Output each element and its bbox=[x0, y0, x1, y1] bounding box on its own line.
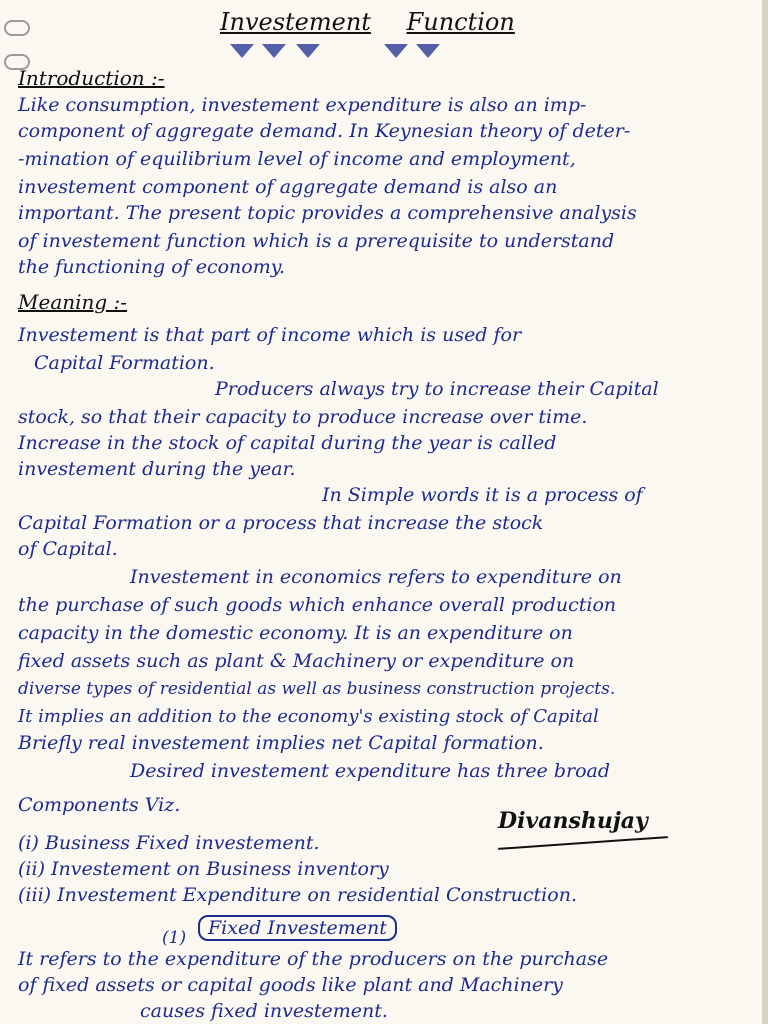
meaning-heading: Meaning :- bbox=[18, 290, 128, 314]
meaning-line: the purchase of such goods which enhance overall production bbox=[18, 594, 617, 616]
intro-line: -mination of equilibrium level of income and employment, bbox=[18, 148, 576, 170]
signature: Divanshujay bbox=[498, 808, 648, 834]
section-number: (1) bbox=[162, 928, 187, 948]
meaning-line: Increase in the stock of capital during the year is called bbox=[18, 432, 557, 454]
meaning-line: diverse types of residential as well as business construction projects. bbox=[18, 679, 616, 699]
fixed-line: of fixed assets or capital goods like plant and Machinery bbox=[18, 974, 563, 996]
decorative-triangle-icon bbox=[384, 44, 408, 58]
component-item: (ii) Investement on Business inventory bbox=[18, 858, 389, 880]
meaning-line: Capital Formation. bbox=[34, 352, 215, 374]
intro-heading: Introduction :- bbox=[18, 66, 165, 90]
meaning-line: Components Viz. bbox=[18, 794, 181, 816]
meaning-line: investement during the year. bbox=[18, 458, 296, 480]
meaning-line: stock, so that their capacity to produce increase over time. bbox=[18, 406, 588, 428]
title-word: Investement bbox=[220, 8, 371, 36]
decorative-triangle-icon bbox=[262, 44, 286, 58]
page-title bbox=[220, 8, 543, 36]
decorative-triangle-icon bbox=[296, 44, 320, 58]
meaning-line: of Capital. bbox=[18, 538, 118, 560]
intro-line: the functioning of economy. bbox=[18, 256, 285, 278]
meaning-line: Investement is that part of income which is used for bbox=[18, 324, 522, 346]
meaning-line: Capital Formation or a process that increase the stock bbox=[18, 512, 544, 534]
intro-line: component of aggregate demand. In Keynesian theory of deter- bbox=[18, 120, 631, 142]
decorative-triangle-icon bbox=[416, 44, 440, 58]
meaning-line: Desired investement expenditure has three broad bbox=[130, 760, 611, 782]
meaning-line: capacity in the domestic economy. It is an expenditure on bbox=[18, 622, 573, 644]
meaning-line: In Simple words it is a process of bbox=[322, 484, 643, 506]
meaning-line: Briefly real investement implies net Capital formation. bbox=[18, 732, 544, 754]
component-item: (iii) Investement Expenditure on residential Construction. bbox=[18, 884, 577, 906]
fixed-line: It refers to the expenditure of the producers on the purchase bbox=[18, 948, 609, 970]
component-item: (i) Business Fixed investement. bbox=[18, 832, 320, 854]
meaning-line: fixed assets such as plant & Machinery or expenditure on bbox=[18, 650, 575, 672]
title-word: Function bbox=[406, 8, 515, 36]
fixed-line: causes fixed investement. bbox=[140, 1000, 388, 1022]
binder-ring-icon bbox=[4, 20, 30, 36]
meaning-line: It implies an addition to the economy's existing stock of Capital bbox=[18, 706, 599, 727]
intro-line: Like consumption, investement expenditure is also an imp- bbox=[18, 94, 587, 116]
meaning-line: Producers always try to increase their Capital bbox=[215, 378, 659, 400]
meaning-line: Investement in economics refers to expenditure on bbox=[130, 566, 622, 588]
section-title: Fixed Investement bbox=[198, 915, 397, 941]
signature-underline bbox=[498, 836, 668, 850]
decorative-triangle-icon bbox=[230, 44, 254, 58]
intro-line: of investement function which is a prerequisite to understand bbox=[18, 230, 615, 252]
intro-line: investement component of aggregate demand is also an bbox=[18, 176, 558, 198]
intro-line: important. The present topic provides a comprehensive analysis bbox=[18, 202, 637, 224]
